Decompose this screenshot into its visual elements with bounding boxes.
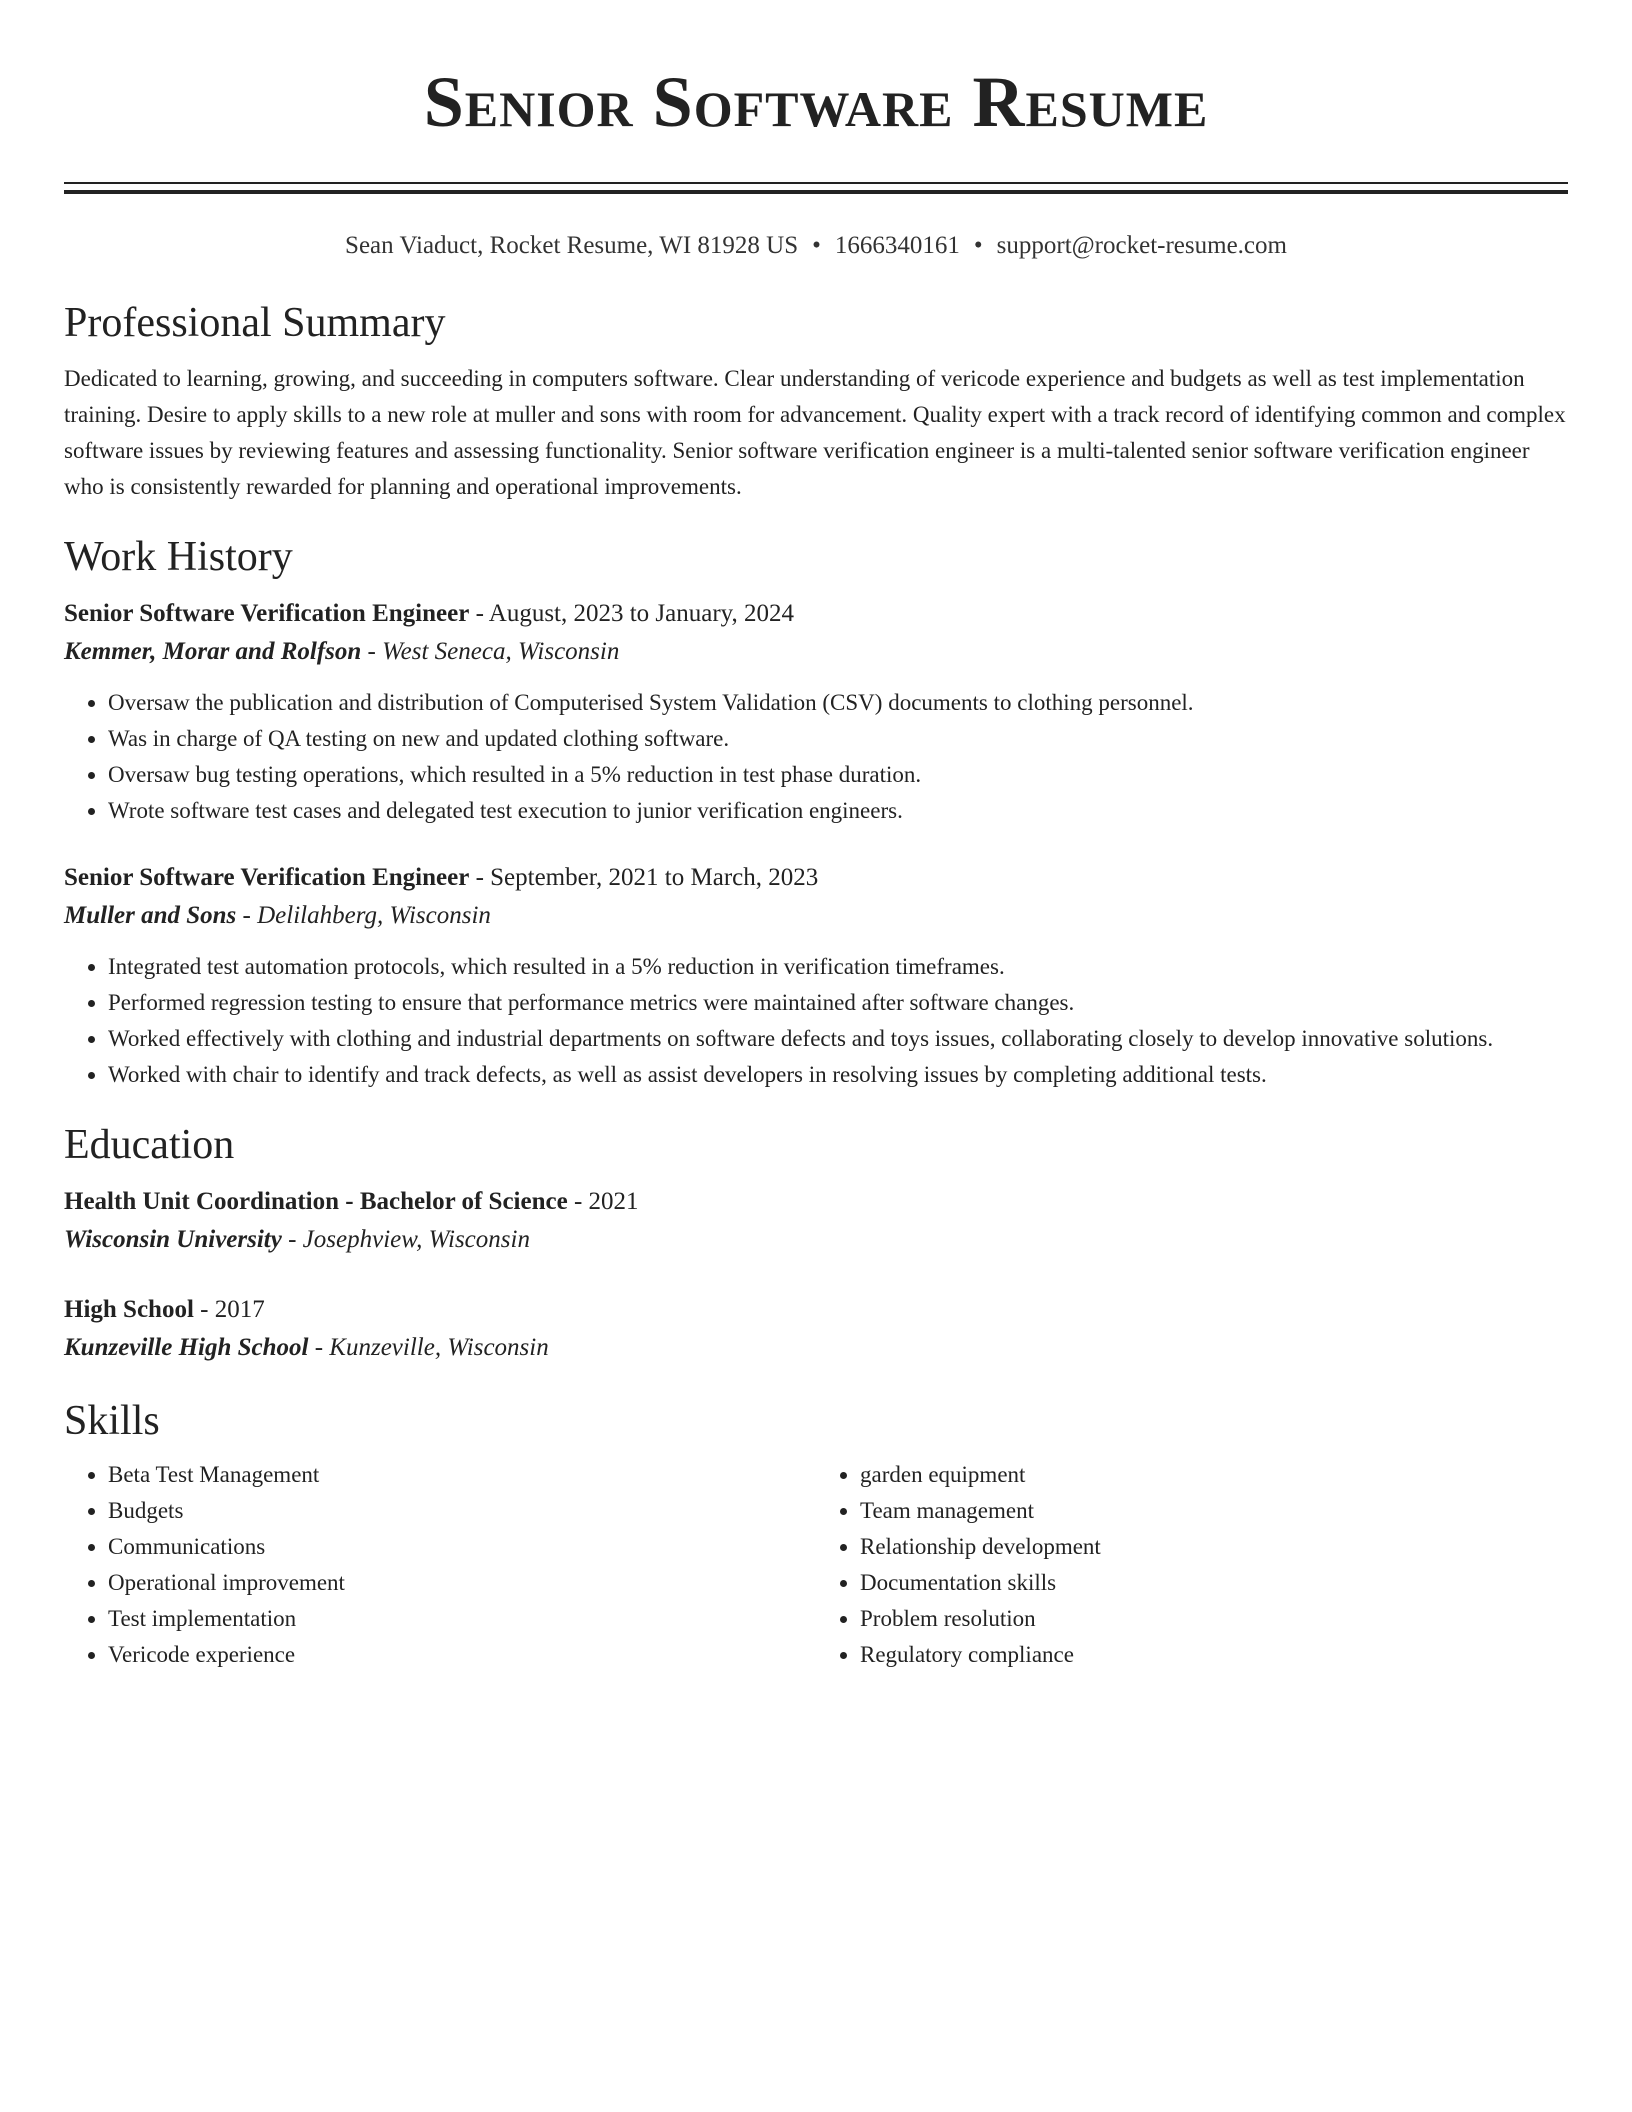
job-bullet: • Integrated test automation protocols, which resulted in a 5% reduction in verification timeframes. [108,949,1568,985]
skill-item: • Beta Test Management [108,1457,816,1493]
school-location: - Josephview, Wisconsin [281,1226,530,1253]
job-title: Senior Software Verification Engineer [64,600,470,627]
skill-item: • Documentation skills [860,1565,1568,1601]
skill-item: • Operational improvement [108,1565,816,1601]
employer-line [64,897,1568,935]
work-history-heading: Work History [64,534,293,580]
job-title-line [64,859,1568,897]
job-bullet: • Performed regression testing to ensure that performance metrics were maintained after software changes. [108,985,1568,1021]
resume-title: Senior Software Resume [423,62,1209,142]
education-section [64,1119,1568,1367]
contact-line [64,231,1568,261]
skill-item: • Budgets [108,1493,816,1529]
summary-text: Dedicated to learning, growing, and succeeding in computers software. Clear understanding of vericode experience and budgets as well as test implementation training. Desire to apply skills to a new role at muller and sons with room for advancement. Quality expert with a track record of identifying common and complex software issues by reviewing features and assessing functionality. Senior software verification engineer is a multi-talented senior software verification engineer who is consistently rewarded for planning and operational improvements. [64,366,1566,499]
job-bullet: • Oversaw bug testing operations, which resulted in a 5% reduction in test phase duration. [108,757,1568,793]
education-heading: Education [64,1122,235,1168]
skill-item: • Vericode experience [108,1637,816,1673]
skill-item: • Relationship development [860,1529,1568,1565]
job-entry [64,595,1568,829]
contact-phone: 1666340161 [834,232,960,259]
contact-address: Sean Viaduct, Rocket Resume, WI 81928 US [345,232,799,259]
skills-heading: Skills [64,1398,160,1444]
school-location: - Kunzeville, Wisconsin [308,1334,549,1361]
school-line [64,1329,1568,1367]
summary-section [64,297,1568,505]
job-dates: - September, 2021 to March, 2023 [469,864,819,891]
job-entry [64,859,1568,1093]
contact-separator: • [812,232,821,259]
school-name: Kunzeville High School [64,1334,309,1361]
school-line [64,1221,1568,1259]
job-bullet: • Was in charge of QA testing on new and updated clothing software. [108,721,1568,757]
job-bullets [64,949,1568,1093]
contact-separator: • [973,232,983,259]
job-dates: - August, 2023 to January, 2024 [469,600,795,627]
skill-item: • Test implementation [108,1601,816,1637]
job-bullet: • Worked with chair to identify and track defects, as well as assist developers in resolving issues by completing additional tests. [108,1057,1568,1093]
skill-item: • Problem resolution [860,1601,1568,1637]
degree-year: - 2017 [193,1296,265,1323]
title-divider-thick [64,190,1568,194]
employer-name: Muller and Sons [64,902,237,929]
degree-name: High School [64,1296,194,1323]
job-title: Senior Software Verification Engineer [64,864,470,891]
job-bullet: • Wrote software test cases and delegated test execution to junior verification engineers. [108,793,1568,829]
degree-line [64,1291,1568,1329]
skill-item: • Team management [860,1493,1568,1529]
job-bullets [64,685,1568,829]
skill-item: • Communications [108,1529,816,1565]
skills-section [64,1395,1568,1673]
education-entry [64,1183,1568,1259]
skill-item: • garden equipment [860,1457,1568,1493]
skills-columns [64,1457,1568,1673]
education-entry [64,1291,1568,1367]
job-bullet: • Worked effectively with clothing and industrial departments on software defects and toys issues, collaborating closely to develop innovative solutions. [108,1021,1568,1057]
skills-list-right [816,1457,1568,1673]
job-bullet: • Oversaw the publication and distribution of Computerised System Validation (CSV) documents to clothing personnel. [108,685,1568,721]
degree-year: - 2021 [567,1188,639,1215]
title-divider-thin [64,182,1568,184]
employer-name: Kemmer, Morar and Rolfson [64,638,362,665]
employer-line [64,633,1568,671]
job-title-line [64,595,1568,633]
employer-location: - Delilahberg, Wisconsin [236,902,491,929]
skill-item: • Regulatory compliance [860,1637,1568,1673]
summary-heading: Professional Summary [64,300,446,346]
school-name: Wisconsin University [64,1226,282,1253]
skills-list-left [64,1457,816,1673]
employer-location: - West Seneca, Wisconsin [361,638,620,665]
degree-line [64,1183,1568,1221]
work-history-section [64,531,1568,1093]
degree-name: Health Unit Coordination - Bachelor of Science [64,1188,568,1215]
contact-email: support@rocket-resume.com [996,232,1287,259]
